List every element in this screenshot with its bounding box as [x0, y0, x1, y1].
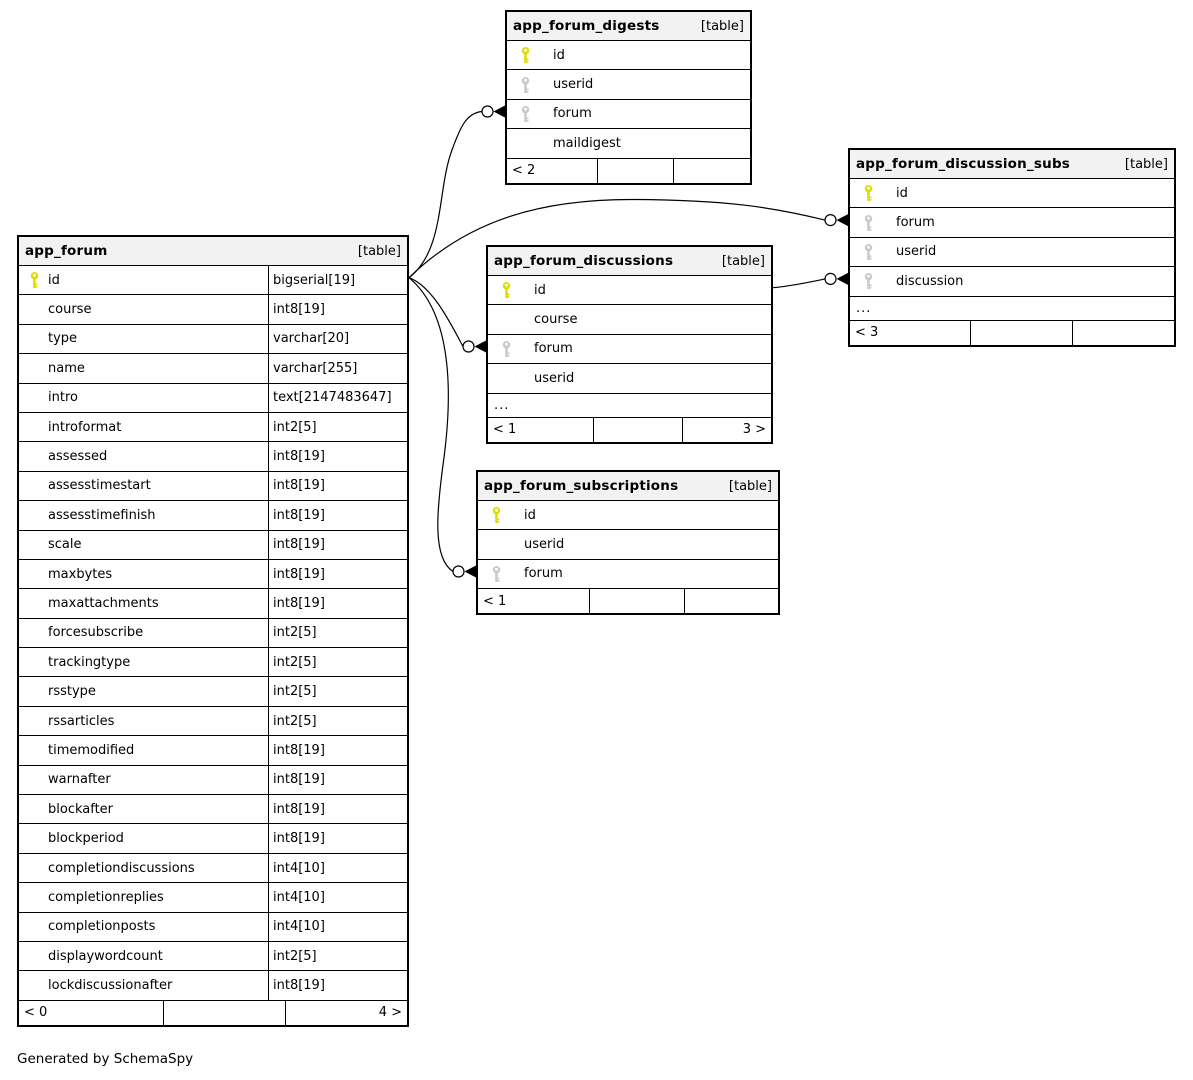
edge-app_forum.id-to-app_forum_subscriptions.forum — [409, 278, 476, 578]
column-row-maxbytes — [19, 559, 407, 588]
column-type: int2[5] — [268, 942, 317, 970]
table-type-badge: [table] — [728, 478, 772, 494]
column-row-completionreplies — [19, 882, 407, 911]
key-icon-wrap — [29, 272, 40, 289]
column-row-displaywordcount — [19, 941, 407, 970]
primary-key-icon — [491, 507, 502, 524]
column-type: text[2147483647] — [268, 384, 392, 412]
column-name: introformat — [48, 419, 122, 435]
table-name[interactable]: app_forum_subscriptions — [484, 478, 679, 494]
footer-cell-middle — [163, 1001, 285, 1025]
key-icon-wrap — [501, 340, 512, 357]
column-row-assessed — [19, 441, 407, 470]
column-row-userid — [850, 237, 1174, 266]
table-name[interactable]: app_forum_discussion_subs — [856, 156, 1071, 172]
key-icon-wrap — [501, 282, 512, 299]
column-name: forum — [553, 106, 592, 122]
edge-app_forum.id-to-app_forum_discussions.forum — [409, 278, 486, 353]
column-name: id — [48, 272, 60, 288]
key-icon-wrap — [863, 273, 874, 290]
footer-cell-right: 4 > — [285, 1001, 407, 1025]
column-type: int8[19] — [268, 971, 325, 999]
column-name: rssarticles — [48, 713, 115, 729]
table-type-badge: [table] — [357, 243, 401, 259]
key-icon-wrap — [863, 243, 874, 260]
table-app_forum_digests — [505, 10, 752, 185]
footer-cell-right: 3 > — [682, 418, 771, 442]
column-row-intro — [19, 383, 407, 412]
column-row-completiondiscussions — [19, 853, 407, 882]
footer-cell-right — [1072, 321, 1174, 345]
fk-arrowhead — [837, 273, 849, 285]
footer-cell-left: < 0 — [24, 1005, 48, 1021]
column-type: bigserial[19] — [268, 266, 355, 294]
edge-app_forum_discussions.id-to-app_forum_discussion_subs.discussion — [773, 273, 848, 288]
column-name: id — [534, 282, 546, 298]
footer-cell-right — [673, 159, 750, 183]
column-name: maxattachments — [48, 595, 159, 611]
column-name: id — [524, 507, 536, 523]
footer-cell-middle — [593, 418, 682, 442]
column-name: completiondiscussions — [48, 860, 195, 876]
zero-or-one-dot — [825, 273, 836, 284]
column-name: assessed — [48, 449, 108, 465]
column-row-id — [850, 178, 1174, 207]
column-type: int2[5] — [268, 677, 317, 705]
primary-key-icon — [29, 272, 40, 289]
column-row-id — [488, 275, 771, 304]
column-type: int2[5] — [268, 619, 317, 647]
column-row-userid — [488, 363, 771, 392]
column-name: id — [553, 47, 565, 63]
column-type: int8[19] — [268, 442, 325, 470]
footer-cell-right — [684, 589, 779, 613]
column-name: completionposts — [48, 919, 156, 935]
column-type: int8[19] — [268, 560, 325, 588]
table-header — [507, 12, 750, 40]
table-type-badge: [table] — [1124, 156, 1168, 172]
column-name: blockperiod — [48, 831, 124, 847]
column-type: int4[10] — [268, 913, 325, 941]
fk-arrowhead — [837, 214, 849, 226]
key-icon-wrap — [863, 214, 874, 231]
foreign-key-icon — [491, 565, 502, 582]
column-name: maxbytes — [48, 566, 113, 582]
footer-cell-middle — [589, 589, 684, 613]
column-type: int2[5] — [268, 648, 317, 676]
column-row-lockdiscussionafter — [19, 970, 407, 999]
key-icon-wrap — [863, 185, 874, 202]
foreign-key-icon — [863, 273, 874, 290]
column-row-maxattachments — [19, 588, 407, 617]
column-row-forcesubscribe — [19, 618, 407, 647]
key-icon-wrap — [491, 565, 502, 582]
column-name: forum — [896, 215, 935, 231]
fk-arrowhead — [465, 566, 477, 578]
column-name: warnafter — [48, 772, 111, 788]
column-name: id — [896, 185, 908, 201]
table-footer — [507, 158, 750, 183]
column-name: lockdiscussionafter — [48, 978, 173, 994]
column-name: forum — [534, 341, 573, 357]
footer-cell-left: < 1 — [493, 422, 517, 438]
column-row-discussion — [850, 266, 1174, 295]
primary-key-icon — [863, 185, 874, 202]
column-name: course — [48, 302, 92, 318]
table-app_forum_subscriptions — [476, 470, 780, 615]
foreign-key-icon — [520, 76, 531, 93]
column-row-introformat — [19, 412, 407, 441]
column-row-forum — [850, 207, 1174, 236]
column-type: int2[5] — [268, 413, 317, 441]
fk-arrowhead — [475, 341, 487, 353]
column-row-forum — [478, 559, 778, 588]
column-row-course — [19, 294, 407, 323]
primary-key-icon — [501, 282, 512, 299]
foreign-key-icon — [501, 340, 512, 357]
column-name: forum — [524, 566, 563, 582]
column-type: int8[19] — [268, 795, 325, 823]
column-name: maildigest — [553, 135, 621, 151]
column-type: int8[19] — [268, 472, 325, 500]
column-type: int2[5] — [268, 707, 317, 735]
table-header — [19, 237, 407, 265]
table-header — [488, 247, 771, 275]
ellipsis-row: ... — [850, 296, 1174, 320]
column-name: name — [48, 360, 85, 376]
column-row-forum — [507, 99, 750, 128]
column-name: scale — [48, 537, 82, 553]
column-type: int8[19] — [268, 531, 325, 559]
zero-or-one-dot — [453, 566, 464, 577]
column-row-assesstimefinish — [19, 500, 407, 529]
column-row-completionposts — [19, 912, 407, 941]
column-row-maildigest — [507, 128, 750, 157]
zero-or-one-dot — [482, 106, 493, 117]
column-name: userid — [896, 244, 937, 260]
column-type: varchar[255] — [268, 354, 357, 382]
table-footer — [478, 588, 778, 613]
key-icon-wrap — [520, 47, 531, 64]
column-type: int8[19] — [268, 824, 325, 852]
column-row-userid — [507, 69, 750, 98]
zero-or-one-dot — [463, 341, 474, 352]
column-row-id — [478, 500, 778, 529]
column-row-userid — [478, 529, 778, 558]
column-row-warnafter — [19, 765, 407, 794]
column-row-rsstype — [19, 676, 407, 705]
table-header — [478, 472, 778, 500]
column-row-trackingtype — [19, 647, 407, 676]
footer-cell-middle — [970, 321, 1072, 345]
column-row-blockafter — [19, 794, 407, 823]
table-type-badge: [table] — [721, 253, 765, 269]
column-row-id — [19, 265, 407, 294]
column-row-timemodified — [19, 735, 407, 764]
column-type: varchar[20] — [268, 325, 349, 353]
column-name: intro — [48, 390, 78, 406]
column-name: assesstimestart — [48, 478, 151, 494]
column-type: int8[19] — [268, 766, 325, 794]
table-footer — [850, 320, 1174, 345]
column-name: timemodified — [48, 742, 135, 758]
column-type: int8[19] — [268, 589, 325, 617]
footer-cell-left: < 1 — [483, 593, 507, 609]
column-name: userid — [524, 537, 565, 553]
column-row-scale — [19, 530, 407, 559]
table-app_forum_discussions — [486, 245, 773, 444]
footer-cell-middle — [597, 159, 674, 183]
column-name: assesstimefinish — [48, 507, 156, 523]
foreign-key-icon — [520, 105, 531, 122]
column-row-name — [19, 353, 407, 382]
column-name: rsstype — [48, 684, 96, 700]
column-type: int4[10] — [268, 883, 325, 911]
column-row-rssarticles — [19, 706, 407, 735]
column-row-forum — [488, 334, 771, 363]
table-name[interactable]: app_forum_digests — [513, 18, 660, 34]
generator-note: Generated by SchemaSpy — [17, 1051, 194, 1067]
key-icon-wrap — [491, 507, 502, 524]
table-name[interactable]: app_forum_discussions — [494, 253, 674, 269]
table-footer — [488, 417, 771, 442]
column-row-course — [488, 304, 771, 333]
table-header — [850, 150, 1174, 178]
column-type: int8[19] — [268, 295, 325, 323]
ellipsis-row: ... — [488, 393, 771, 417]
column-name: forcesubscribe — [48, 625, 144, 641]
column-name: displaywordcount — [48, 948, 163, 964]
column-type: int8[19] — [268, 736, 325, 764]
column-name: course — [534, 312, 578, 328]
column-type: int8[19] — [268, 501, 325, 529]
table-app_forum_discussion_subs — [848, 148, 1176, 347]
column-name: userid — [553, 77, 594, 93]
table-name[interactable]: app_forum — [25, 243, 108, 259]
column-row-assesstimestart — [19, 471, 407, 500]
fk-arrowhead — [494, 106, 506, 118]
column-name: userid — [534, 370, 575, 386]
primary-key-icon — [520, 47, 531, 64]
table-type-badge: [table] — [700, 18, 744, 34]
column-name: completionreplies — [48, 889, 164, 905]
foreign-key-icon — [863, 243, 874, 260]
key-icon-wrap — [520, 105, 531, 122]
column-row-type — [19, 324, 407, 353]
column-name: trackingtype — [48, 654, 131, 670]
column-type: int4[10] — [268, 854, 325, 882]
column-row-id — [507, 40, 750, 69]
column-name: type — [48, 331, 78, 347]
zero-or-one-dot — [825, 215, 836, 226]
footer-cell-left: < 3 — [855, 325, 879, 341]
column-name: discussion — [896, 273, 964, 289]
key-icon-wrap — [520, 76, 531, 93]
footer-cell-left: < 2 — [512, 163, 536, 179]
table-footer — [19, 1000, 407, 1025]
column-name: blockafter — [48, 801, 114, 817]
table-app_forum — [17, 235, 409, 1027]
foreign-key-icon — [863, 214, 874, 231]
column-row-blockperiod — [19, 823, 407, 852]
